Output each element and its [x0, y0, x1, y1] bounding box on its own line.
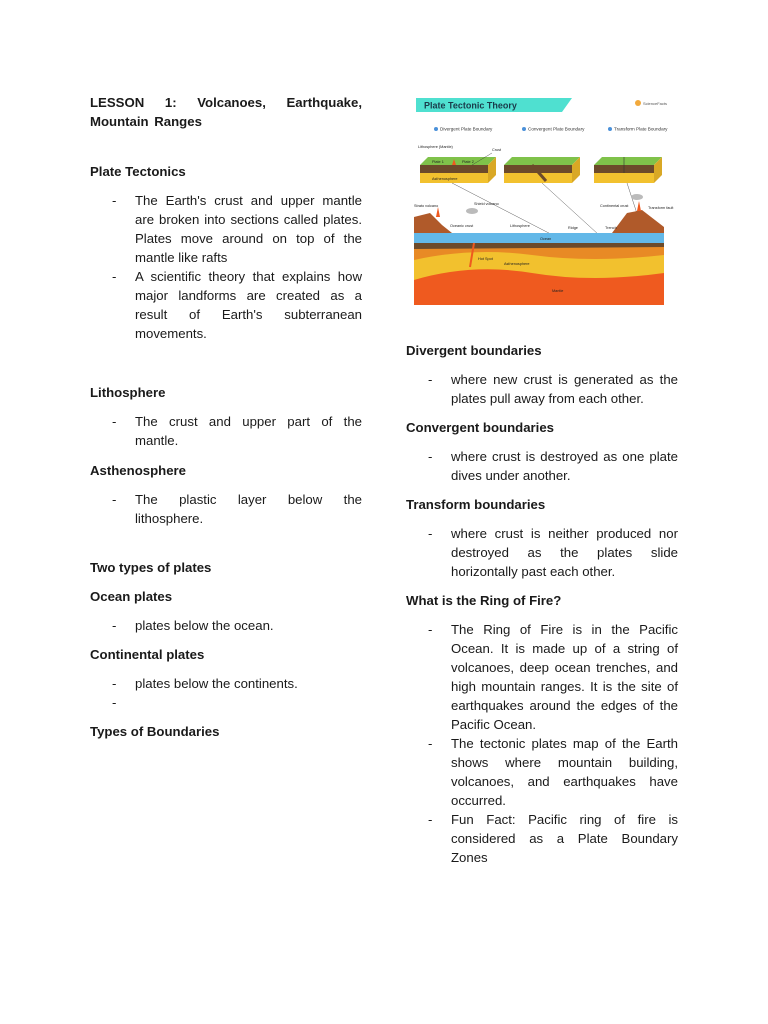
- legend-dot-icon: [434, 127, 438, 131]
- label-lithosphere: Lithosphere: [510, 224, 530, 228]
- convergent-block: [504, 157, 580, 183]
- legend-divergent: Divergent Plate Boundary: [440, 126, 493, 132]
- legend-transform: Transform Plate Boundary: [614, 126, 668, 132]
- transform-block: [594, 157, 662, 183]
- ocean-plates-heading: Ocean plates: [90, 589, 173, 604]
- ocean-plates-list: [90, 616, 362, 635]
- plate-tectonics-list: [90, 191, 362, 343]
- types-of-boundaries-heading: Types of Boundaries: [90, 724, 220, 739]
- left-column: [90, 93, 362, 741]
- list-item: - A scientific theory that explains how major landforms are created as a result of Earth's subterranean movements.: [90, 267, 362, 343]
- label-shield-volcano: Shield volcano: [474, 202, 499, 206]
- ring-of-fire-list: [406, 620, 678, 867]
- lesson-title: LESSON 1: Volcanoes, Earthquake, Mountain Ranges: [90, 95, 362, 129]
- label-trench: Trench: [605, 226, 617, 230]
- list-item: - plates below the continents.: [90, 674, 362, 693]
- label-asthenosphere: Asthenosphere: [432, 177, 458, 181]
- legend-convergent: Convergent Plate Boundary: [528, 126, 585, 132]
- list-item-empty: [90, 693, 362, 712]
- list-item: - The crust and upper part of the mantle.: [90, 412, 362, 450]
- plate-tectonics-heading: Plate Tectonics: [90, 164, 186, 179]
- figure-title: Plate Tectonic Theory: [424, 100, 517, 111]
- transform-heading: Transform boundaries: [406, 497, 546, 512]
- lithosphere-list: [90, 412, 362, 450]
- list-item: - The plastic layer below the lithosphere.: [90, 490, 362, 528]
- label-asthenosphere-section: Asthenosphere: [504, 262, 530, 266]
- label-mantle: Mantle: [552, 289, 564, 293]
- brand-name: ScienceFacts: [643, 101, 668, 106]
- legend-dot-icon: [522, 127, 526, 131]
- label-ridge: Ridge: [568, 226, 578, 230]
- plate-tectonic-figure: [412, 95, 674, 305]
- ring-of-fire-heading: What is the Ring of Fire?: [406, 593, 562, 608]
- two-types-heading: Two types of plates: [90, 560, 212, 575]
- list-item: - The tectonic plates map of the Earth shows where mountain building, volcanoes, and earthquakes have occurred.: [406, 734, 678, 810]
- brand-logo-icon: [635, 100, 641, 106]
- label-strato-volcano: Strato volcano: [414, 204, 439, 208]
- convergent-heading: Convergent boundaries: [406, 420, 555, 435]
- label-plate2: Plate 2: [462, 160, 474, 164]
- list-item: - where crust is neither produced nor destroyed as the plates slide horizontally past each other.: [406, 524, 678, 581]
- list-item: - The Earth's crust and upper mantle are broken into sections called plates. Plates move around on top of the mantle like rafts: [90, 191, 362, 267]
- transform-list: [406, 524, 678, 581]
- divergent-list: [406, 370, 678, 408]
- continental-plates-heading: Continental plates: [90, 647, 205, 662]
- label-transform-fault: Transform fault: [648, 206, 674, 210]
- continental-plates-list: [90, 674, 362, 712]
- legend-dot-icon: [608, 127, 612, 131]
- right-column: [406, 95, 678, 867]
- label-oceanic-crust: Oceanic crust: [450, 224, 474, 228]
- label-plate1: Plate 1: [432, 160, 444, 164]
- list-item: - The Ring of Fire is in the Pacific Ocean. It is made up of a string of volcanoes, deep ocean trenches, and high mountain ranges. It is the site of earthquakes around the edges of the Pacific Ocean.: [406, 620, 678, 734]
- list-item: - Fun Fact: Pacific ring of fire is considered as a Plate Boundary Zones: [406, 810, 678, 867]
- list-item: - where new crust is generated as the plates pull away from each other.: [406, 370, 678, 408]
- label-continental-crust: Continental crust: [600, 204, 629, 208]
- convergent-list: [406, 447, 678, 485]
- lithosphere-heading: Lithosphere: [90, 385, 166, 400]
- divergent-heading: Divergent boundaries: [406, 343, 542, 358]
- label-hot-spot: Hot Spot: [478, 257, 493, 261]
- list-item: - where crust is destroyed as one plate dives under another.: [406, 447, 678, 485]
- label-lithosphere-mantle: Lithosphere (Mantle): [418, 145, 453, 149]
- label-ocean: Ocean: [540, 237, 552, 241]
- asthenosphere-heading: Asthenosphere: [90, 463, 186, 478]
- list-item: - plates below the ocean.: [90, 616, 362, 635]
- label-crust: Crust: [492, 148, 502, 152]
- asthenosphere-list: [90, 490, 362, 528]
